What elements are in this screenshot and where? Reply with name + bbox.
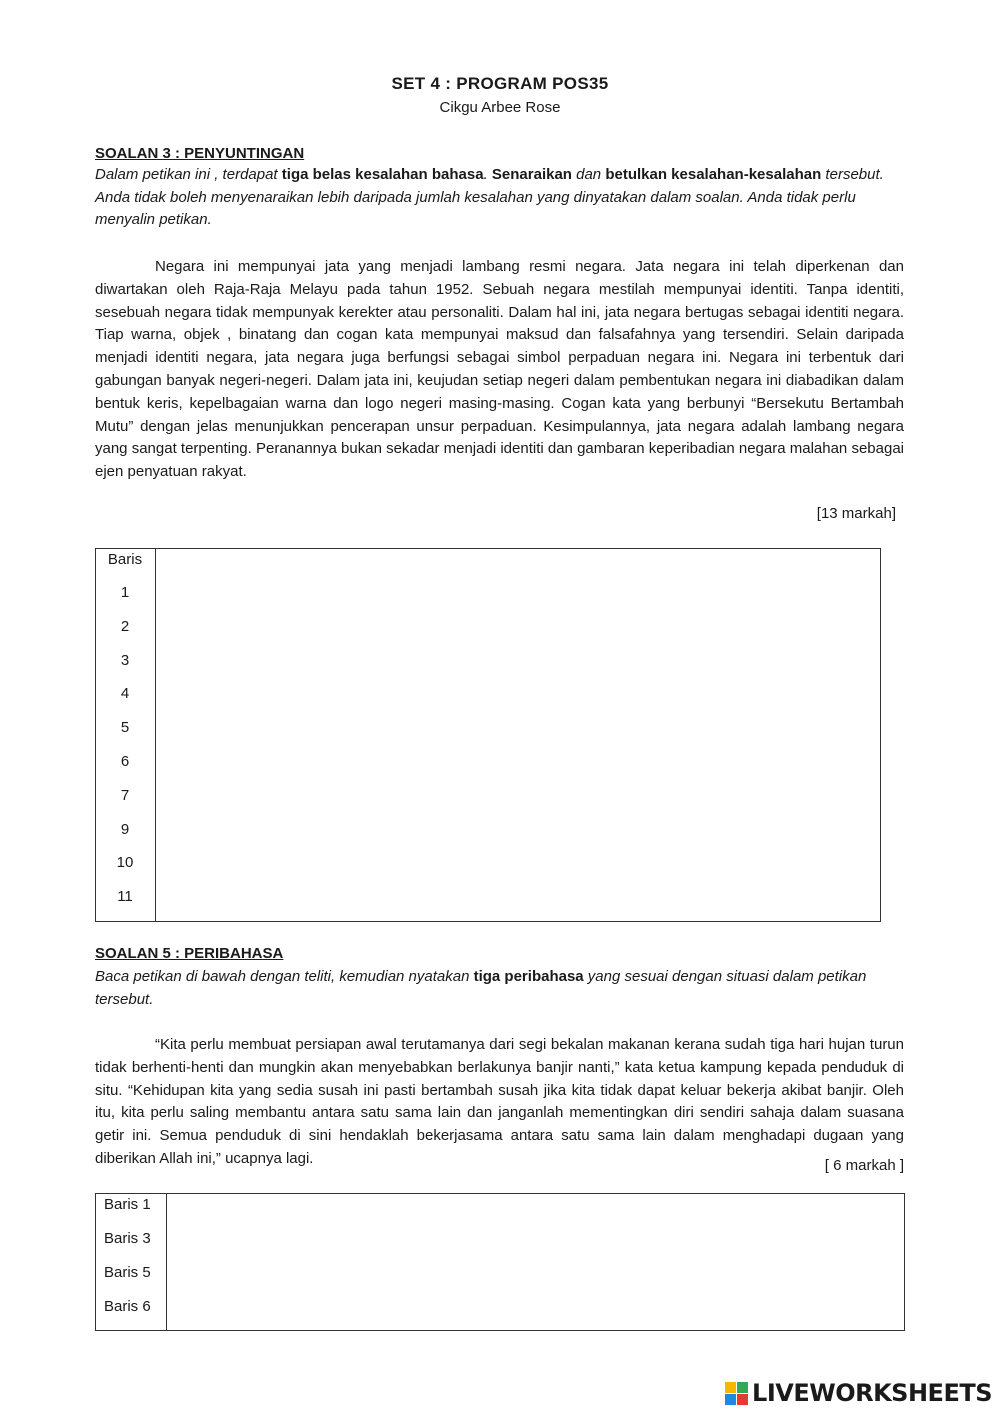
q3-row-label: 6	[120, 753, 130, 770]
q3-table-header: Baris	[107, 551, 143, 568]
q5-instructions: Baca petikan di bawah dengan teliti, kemudian nyatakan tiga peribahasa yang sesuai dengan situasi dalam petikan tersebut.	[95, 968, 867, 1008]
q3-passage: Negara ini mempunyai jata yang menjadi lambang resmi negara. Jata negara ini telah diperkenan dan diwartakan oleh Raja-Raja Melayu pada tahun 1952. Sebuah negara mestilah mempunyai identiti. Tanpa identiti, sesebuah negara tidak mempunyak kerekter atau personaliti. Dalam hal ini, jata negara bertugas sebagai identiti negara. Tiap warna, objek , binatang dan cogan kata mempunyai maksud dan falsafahnya yang tersendiri. Selain daripada menjadi identiti negara, jata negara juga berfungsi sebagai simbol perpaduan negara ini. Negara ini terbentuk dari gabungan banyak negeri-negeri. Dalam jata ini, keujudan setiap negeri dalam pembentukan negara ini diabadikan dalam bentuk keris, kepelbagaian warna dan logo negeri masing-masing. Cogan kata yang berbunyi “Bersekutu Bertambah Mutu” dengan jelas menunjukkan pencerapan unsur perpaduan. Kesimpulannya, jata negara adalah lambang negara yang sangat terpenting. Peranannya bukan sekadar menjadi identiti dan gambaran keperibadian negara malahan sebagai ejen penyatuan rakyat.	[95, 258, 904, 481]
q5-answer-area[interactable]	[167, 1194, 904, 1330]
q5-row-label: Baris 6	[104, 1298, 151, 1315]
q3-row-label: 1	[120, 584, 130, 601]
q3-row-label: 2	[120, 617, 130, 635]
q5-passage: “Kita perlu membuat persiapan awal terutamanya dari segi bekalan makanan kerana sudah tiga hari hujan turun tidak berhenti-henti dan mungkin akan menyebabkan berlakunya banjir nanti,” kata ketua kampung kepada penduduk di situ. “Kehidupan kita yang sedia susah ini pasti bertambah susah jika kita tidak dapat keluar bekerja akibat banjir. Oleh itu, kita perlu saling membantu antara satu sama lain dan janganlah mementingkan diri sendiri sahaja dalam suasana getir ini. Semua penduduk di sini hendaklah bekerjasama antara satu sama lain dalam menghadapi dugaan yang diberikan Allah ini,” ucapnya lagi.	[95, 1036, 904, 1167]
liveworksheets-logo	[725, 1378, 992, 1408]
q3-row-label: 4	[120, 685, 130, 703]
q3-row-label: 10	[116, 854, 134, 872]
q3-answer-area[interactable]	[156, 549, 880, 921]
q3-row-label: 9	[120, 820, 130, 838]
q3-marks: [13 markah]	[816, 505, 896, 522]
q3-row-label: 7	[120, 786, 130, 804]
q5-heading: SOALAN 5 : PERIBAHASA	[95, 945, 284, 962]
q3-row-label: 11	[117, 888, 133, 906]
page-title: SET 4 : PROGRAM POS35	[391, 74, 609, 93]
author-name: Cikgu Arbee Rose	[439, 99, 561, 116]
q3-instructions: Dalam petikan ini , terdapat tiga belas kesalahan bahasa. Senaraikan dan betulkan kesalahan-kesalahan tersebut. Anda tidak boleh menyenaraikan lebih daripada jumlah kesalahan yang dinyatakan dalam soalan. Anda tidak perlu menyalin petikan.	[95, 166, 884, 228]
q5-row-label: Baris 3	[104, 1230, 151, 1247]
q5-row-label: Baris 5	[104, 1264, 151, 1281]
q5-row-label: Baris 1	[104, 1196, 151, 1213]
logo-text: LIVEWORKSHEETS	[752, 1379, 992, 1407]
q5-marks: [ 6 markah ]	[824, 1157, 904, 1174]
q3-row-label: 5	[120, 719, 130, 737]
logo-mark-icon	[725, 1382, 748, 1405]
q3-row-label: 3	[120, 651, 130, 669]
q3-heading: SOALAN 3 : PENYUNTINGAN	[95, 145, 305, 162]
